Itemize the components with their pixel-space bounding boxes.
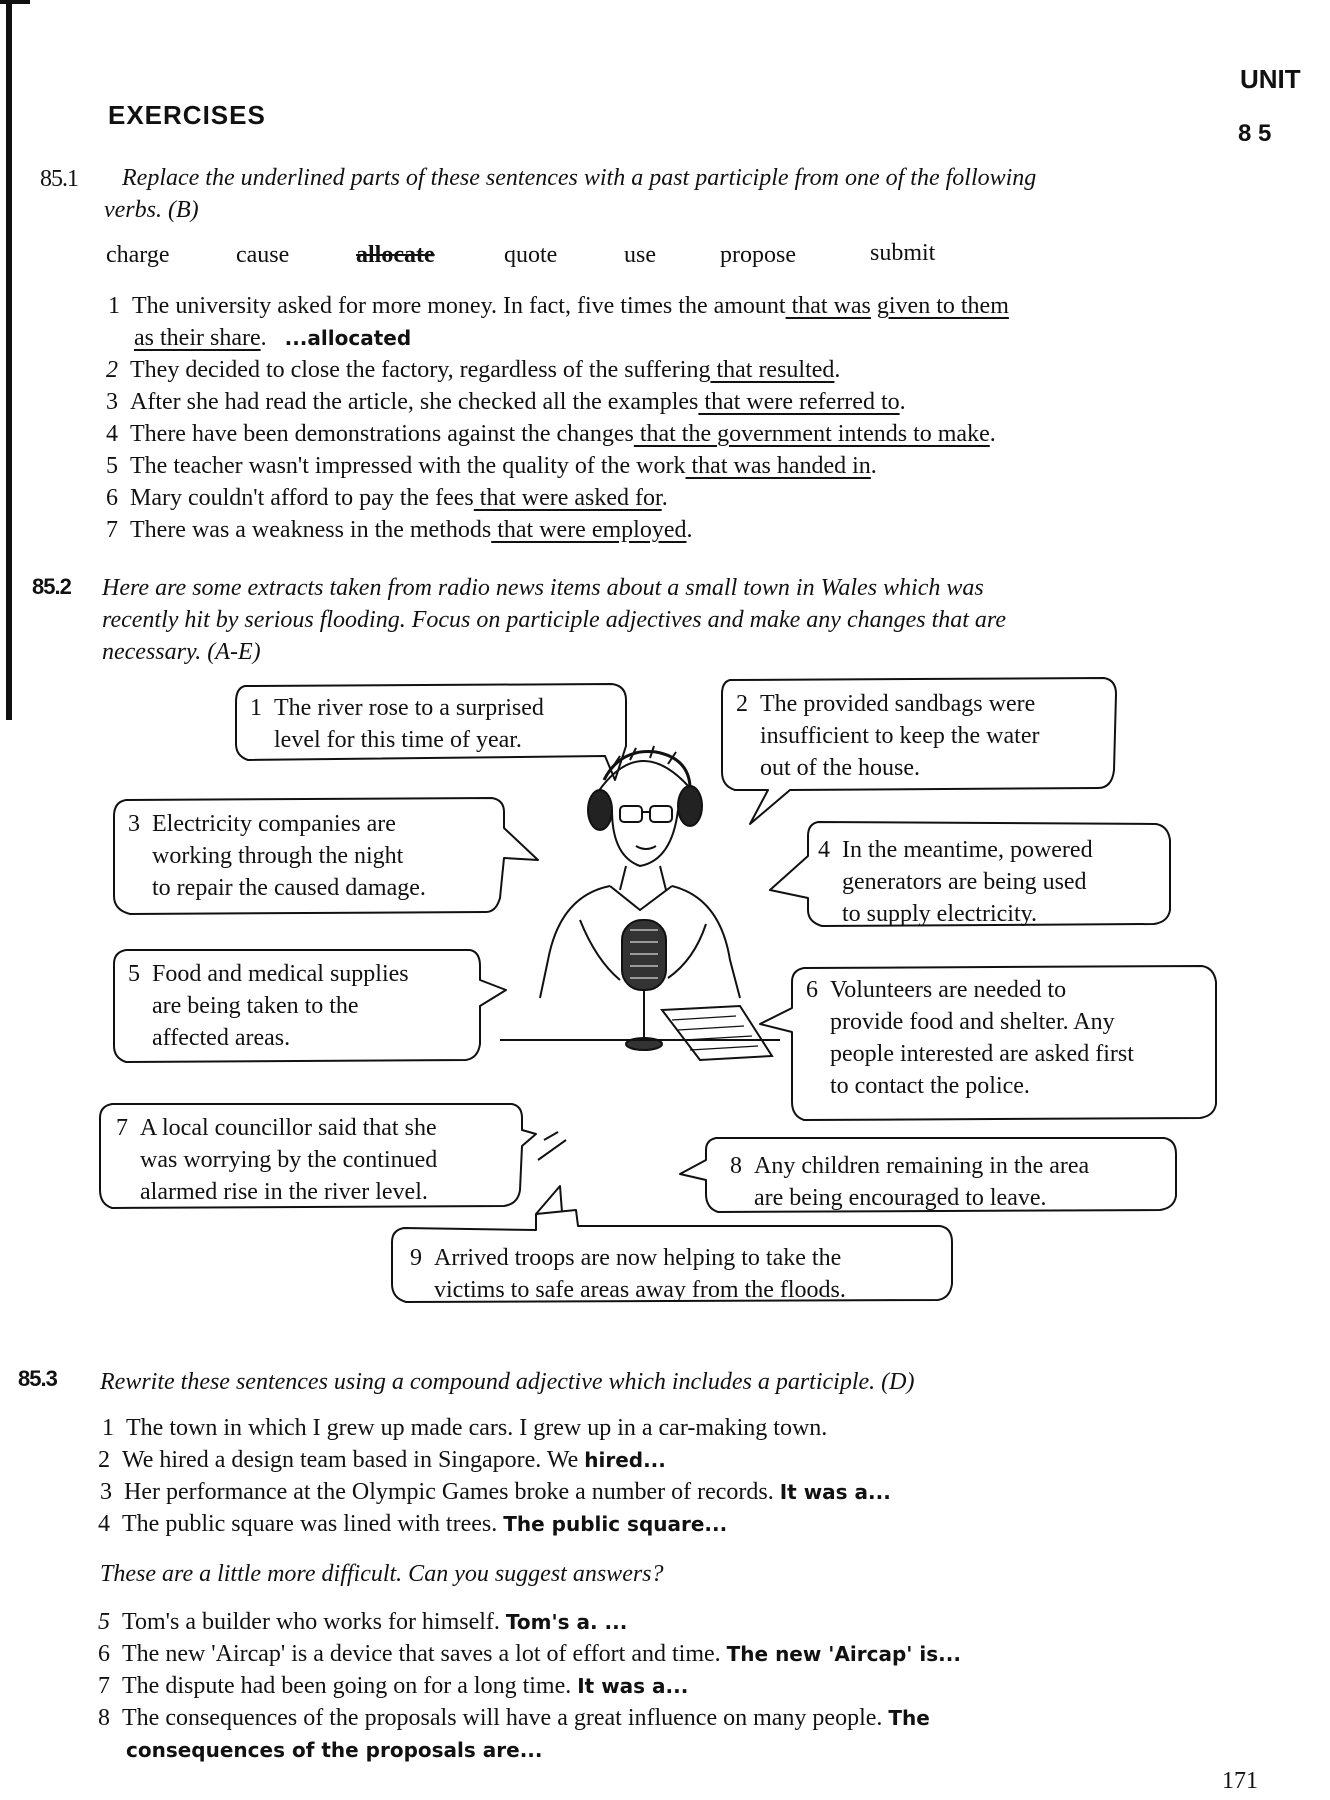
ex3-answer-1: I grew up in a car-making town. bbox=[519, 1415, 828, 1441]
ex3-subheading: These are a little more difficult. Can you suggest answers? bbox=[100, 1561, 664, 1587]
verb-item: propose bbox=[720, 242, 796, 268]
ex1-number: 85.1 bbox=[40, 166, 78, 192]
section-title: EXERCISES bbox=[108, 100, 266, 130]
ex1-item-4: 4 There have been demonstrations against the changes that the government intends to make. bbox=[106, 421, 996, 447]
ex1-item-1: 1 The university asked for more money. In fact, five times the amount that was given to them bbox=[108, 293, 1009, 319]
ex1-item-3: 3 After she had read the article, she checked all the examples that were referred to. bbox=[106, 389, 906, 415]
ex3-item-8-cont: consequences of the proposals are... bbox=[126, 1738, 543, 1762]
verb-item: submit bbox=[870, 240, 936, 266]
page-number: 171 bbox=[1222, 1768, 1258, 1794]
ex1-item-6: 6 Mary couldn't afford to pay the fees that were asked for. bbox=[106, 485, 668, 511]
ex3-item-5: 5 Tom's a builder who works for himself. Tom's a. ... bbox=[98, 1609, 628, 1635]
bubble-9: 9 Arrived troops are now helping to take the victims to safe areas away from the floods. bbox=[410, 1245, 846, 1303]
bubble-2: 2 The provided sandbags were insufficient to keep the water out of the house. bbox=[736, 691, 1040, 781]
ex1-instruction-1: Replace the underlined parts of these sentences with a past participle from one of the following bbox=[122, 165, 1037, 191]
ex3-item-4: 4 The public square was lined with trees. The public square... bbox=[98, 1511, 728, 1537]
ex1-item-1-cont: as their share. ...allocated bbox=[134, 325, 412, 351]
ex3-item-2: 2 We hired a design team based in Singapore. We hired... bbox=[98, 1447, 666, 1473]
bubble-5: 5 Food and medical supplies are being taken to the affected areas. bbox=[128, 961, 409, 1051]
unit-number: 8 5 bbox=[1238, 120, 1272, 147]
verb-item: quote bbox=[504, 242, 558, 268]
verb-item: use bbox=[624, 242, 656, 268]
ex3-item-8: 8 The consequences of the proposals will have a great influence on many people. The bbox=[98, 1705, 930, 1731]
ex2-instruction-1: Here are some extracts taken from radio news items about a small town in Wales which was bbox=[102, 575, 984, 601]
ex3-item-1: 1 The town in which I grew up made cars. I grew up in a car-making town. bbox=[102, 1415, 828, 1441]
page-edge-hook bbox=[0, 0, 30, 4]
bubble-7: 7 A local councillor said that she was worrying by the continued alarmed rise in the river level. bbox=[116, 1115, 438, 1205]
announcer-figure bbox=[500, 746, 780, 1060]
bubble-6: 6 Volunteers are needed to provide food and shelter. Any people interested are asked first to contact the police. bbox=[806, 977, 1134, 1099]
ex1-item-2: 2 They decided to close the factory, regardless of the suffering that resulted. bbox=[106, 357, 841, 383]
unit-label: UNIT bbox=[1240, 64, 1301, 94]
ex1-item-5: 5 The teacher wasn't impressed with the quality of the work that was handed in. bbox=[106, 453, 877, 479]
ex3-number: 85.3 bbox=[18, 1366, 57, 1391]
ex2-number: 85.2 bbox=[32, 574, 71, 599]
bubble-4: 4 In the meantime, powered generators are being used to supply electricity. bbox=[818, 837, 1093, 927]
bubble-1: 1 The river rose to a surprised level for this time of year. bbox=[250, 695, 544, 753]
verb-item: charge bbox=[106, 242, 170, 268]
ex2-instruction-2: recently hit by serious flooding. Focus on participle adjectives and make any changes that are bbox=[102, 607, 1007, 633]
bubble-8: 8 Any children remaining in the area are being encouraged to leave. bbox=[730, 1153, 1090, 1211]
ex2-instruction-3: necessary. (A-E) bbox=[102, 639, 261, 665]
ex3-item-3: 3 Her performance at the Olympic Games broke a number of records. It was a... bbox=[100, 1479, 891, 1505]
ex3-item-7: 7 The dispute had been going on for a long time. It was a... bbox=[98, 1673, 689, 1699]
ex3-instruction: Rewrite these sentences using a compound adjective which includes a participle. (D) bbox=[100, 1369, 915, 1395]
verb-list bbox=[106, 242, 1006, 278]
bubble-3: 3 Electricity companies are working through the night to repair the caused damage. bbox=[128, 811, 426, 901]
ex1-instruction-2: verbs. (B) bbox=[104, 197, 199, 223]
page-edge-line bbox=[6, 0, 12, 720]
verb-item-crossed: allocate bbox=[356, 242, 435, 268]
verb-item: cause bbox=[236, 242, 290, 268]
ex3-item-6: 6 The new 'Aircap' is a device that saves a lot of effort and time. The new 'Aircap' is... bbox=[98, 1641, 961, 1667]
ex1-item-7: 7 There was a weakness in the methods that were employed. bbox=[106, 517, 693, 543]
ex1-answer-1: ...allocated bbox=[284, 326, 412, 350]
